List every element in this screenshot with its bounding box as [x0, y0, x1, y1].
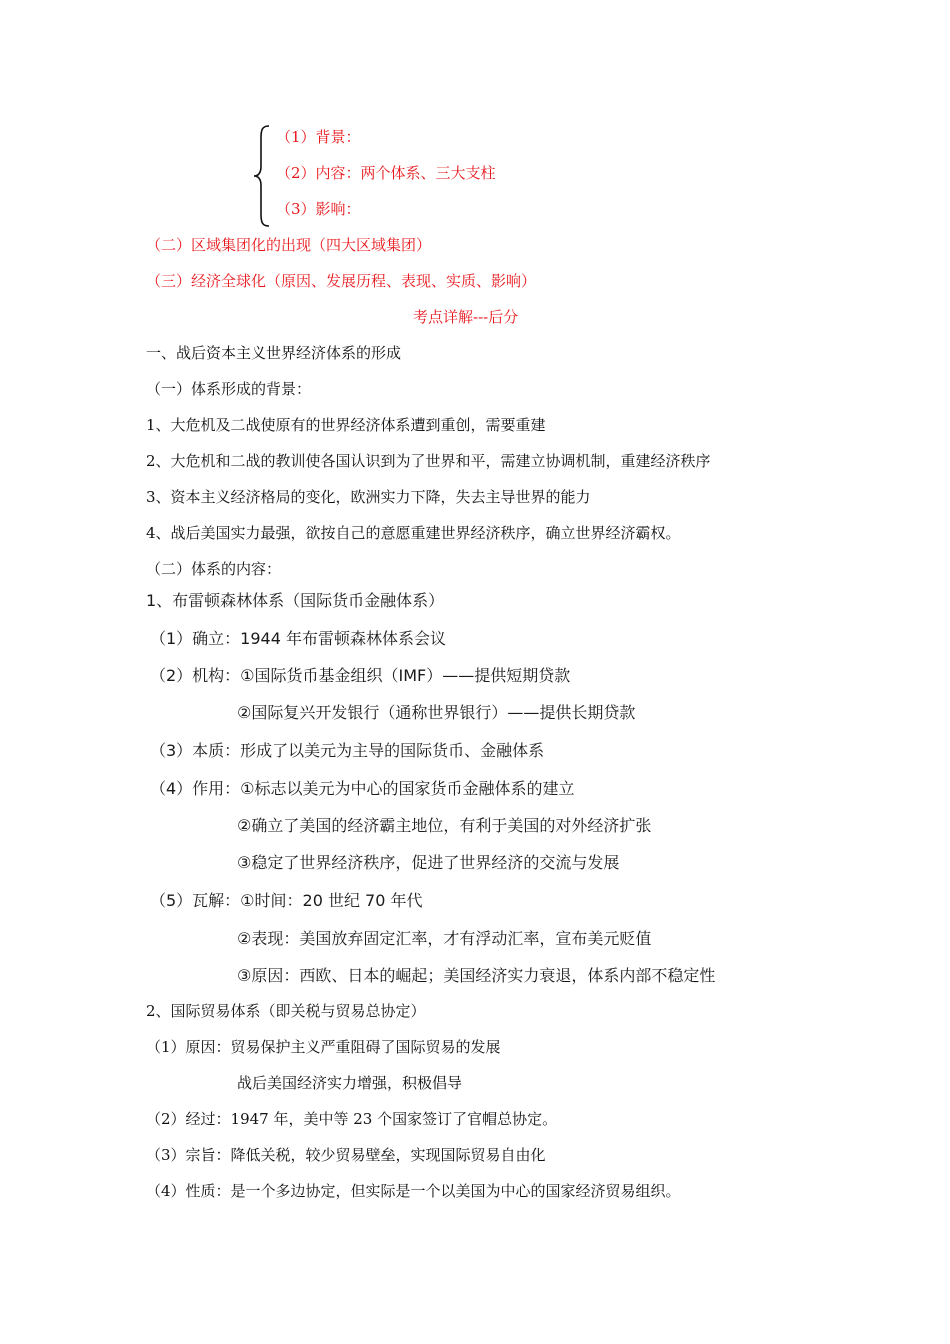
content-title: （二）体系的内容：: [146, 560, 282, 578]
bretton-woods-line: （4）作用：①标志以美元为中心的国家货币金融体系的建立: [150, 779, 575, 798]
trade-line: （2）经过：1947 年，美中等 23 个国家签订了官帽总协定。: [146, 1110, 558, 1128]
trade-title: 2、国际贸易体系（即关税与贸易总协定）: [146, 1002, 426, 1020]
outline-section-regional: （二）区域集团化的出现（四大区域集团）: [146, 236, 432, 254]
bretton-woods-line: ②确立了美国的经济霸主地位，有利于美国的对外经济扩张: [237, 816, 652, 835]
trade-line: （3）宗旨：降低关税，较少贸易壁垒，实现国际贸易自由化: [146, 1146, 546, 1164]
bretton-woods-line: ②表现：美国放弃固定汇率，才有浮动汇率，宣布美元贬值: [237, 929, 652, 948]
trade-line: 战后美国经济实力增强，积极倡导: [237, 1074, 463, 1092]
background-title: （一）体系形成的背景：: [146, 380, 312, 398]
bretton-woods-line: （5）瓦解：①时间：20 世纪 70 年代: [150, 891, 423, 910]
bretton-woods-line: ③原因：西欧、日本的崛起；美国经济实力衰退，体系内部不稳定性: [237, 966, 716, 985]
background-item: 2、大危机和二战的教训使各国认识到为了世界和平，需建立协调机制，重建经济秩序: [146, 452, 711, 470]
curly-brace-icon: [253, 124, 273, 228]
bretton-woods-line: （3）本质：形成了以美元为主导的国际货币、金融体系: [150, 741, 545, 760]
background-item: 1、大危机及二战使原有的世界经济体系遭到重创，需要重建: [146, 416, 546, 434]
bretton-woods-line: ②国际复兴开发银行（通称世界银行）——提供长期贷款: [237, 703, 636, 722]
bretton-woods-line: （2）机构：①国际货币基金组织（IMF）——提供短期贷款: [150, 666, 571, 685]
bretton-woods-line: （1）确立：1944 年布雷顿森林体系会议: [150, 629, 446, 648]
outline-item-background: （1）背景：: [276, 128, 361, 146]
part1-title: 一、战后资本主义世界经济体系的形成: [146, 344, 402, 362]
page-heading: 考点详解---后分: [413, 308, 519, 326]
trade-line: （4）性质：是一个多边协定，但实际是一个以美国为中心的国家经济贸易组织。: [146, 1182, 681, 1200]
bretton-woods-title: 1、布雷顿森林体系（国际货币金融体系）: [146, 591, 445, 610]
bretton-woods-line: ③稳定了世界经济秩序，促进了世界经济的交流与发展: [237, 853, 620, 872]
outline-item-content: （2）内容：两个体系、三大支柱: [276, 164, 496, 182]
background-item: 4、战后美国实力最强，欲按自己的意愿重建世界经济秩序，确立世界经济霸权。: [146, 524, 681, 542]
outline-section-globalization: （三）经济全球化（原因、发展历程、表现、实质、影响）: [146, 272, 537, 290]
background-item: 3、资本主义经济格局的变化，欧洲实力下降，失去主导世界的能力: [146, 488, 591, 506]
outline-item-impact: （3）影响：: [276, 200, 361, 218]
trade-line: （1）原因：贸易保护主义严重阻碍了国际贸易的发展: [146, 1038, 501, 1056]
